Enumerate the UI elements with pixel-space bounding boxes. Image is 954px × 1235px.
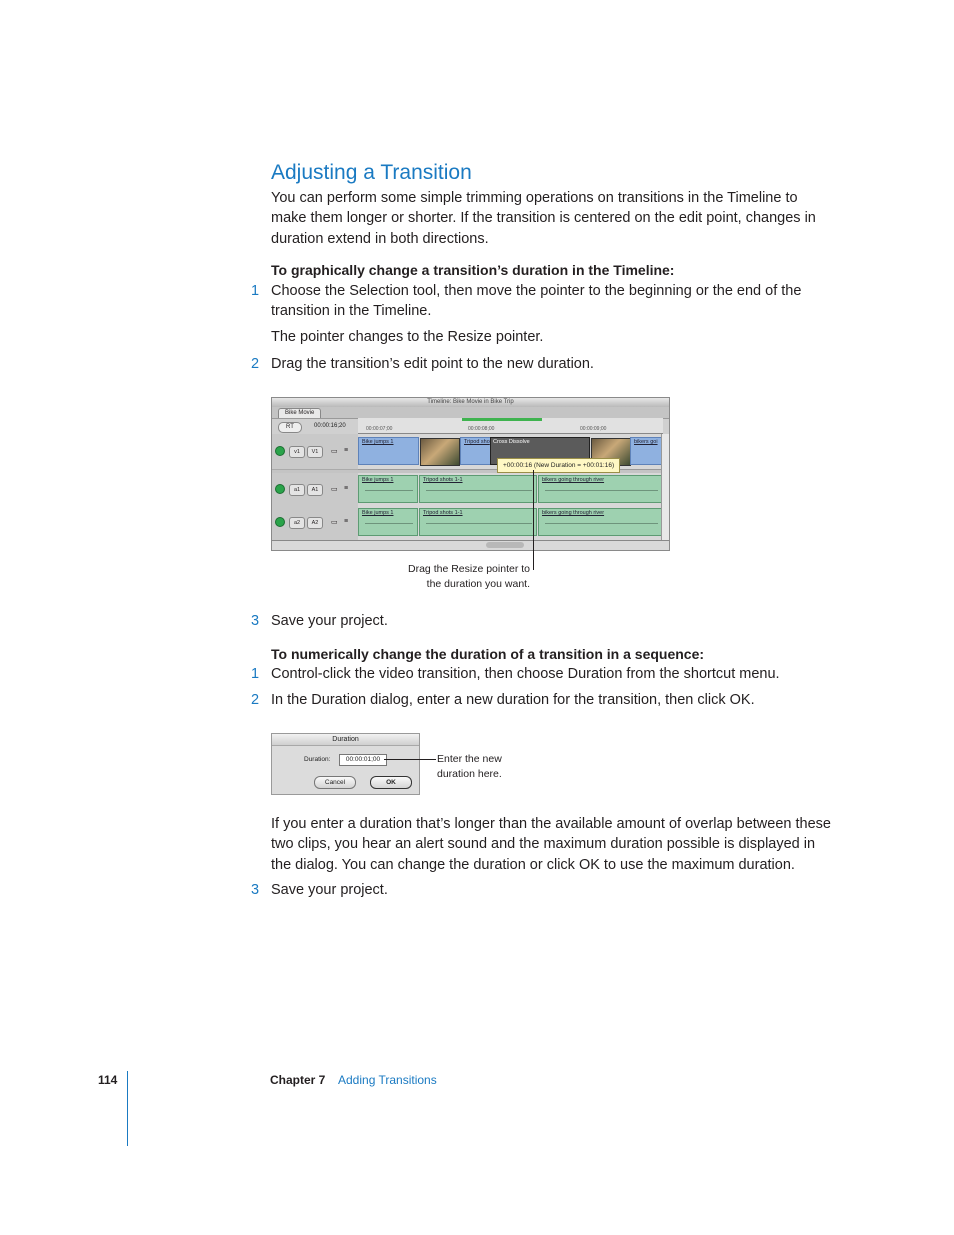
lock-icon[interactable]: ▭ <box>331 486 338 493</box>
clip-thumbnail <box>420 438 460 466</box>
rt-menu[interactable]: RT <box>278 422 302 433</box>
ruler-tick: 00:00:09;00 <box>580 426 607 432</box>
source-control-a1[interactable]: a1 <box>289 484 305 496</box>
step-number: 2 <box>251 692 260 708</box>
lock-icon[interactable]: ▭ <box>331 519 338 526</box>
track-patch-a1 <box>272 473 358 507</box>
chapter-label: Chapter 7 <box>270 1073 326 1087</box>
timeline-caption-line1: Drag the Resize pointer to <box>408 563 530 575</box>
video-clip[interactable] <box>630 437 663 465</box>
dialog-title: Duration <box>272 734 419 746</box>
track-audio-icon[interactable] <box>275 517 285 527</box>
clip-name: Bike jumps 1 <box>362 510 394 516</box>
step-text-continued: transition in the Timeline. <box>271 303 432 319</box>
render-bar <box>462 418 542 421</box>
dest-control-a2[interactable]: A2 <box>307 517 323 529</box>
step-text: In the Duration dialog, enter a new duration for the transition, then click OK. <box>271 692 755 708</box>
ruler-tick: 00:00:08;00 <box>468 426 495 432</box>
clip-name: bikers going through river <box>542 510 605 516</box>
ruler-tick: 00:00:07;00 <box>366 426 393 432</box>
track-patch-a2 <box>272 506 358 541</box>
timecode-field[interactable]: 00:00:16;20 <box>314 423 346 429</box>
step-number: 3 <box>251 613 260 629</box>
audio-clip[interactable] <box>538 475 663 503</box>
source-control-a2[interactable]: a2 <box>289 517 305 529</box>
timeline-window <box>271 397 670 551</box>
track-patch-v1 <box>272 434 358 470</box>
auto-select-icon[interactable]: ≡ <box>344 485 349 492</box>
track-audio-icon[interactable] <box>275 484 285 494</box>
track-a2[interactable] <box>358 506 663 541</box>
clip-name: Bike jumps 1 <box>362 477 394 483</box>
vertical-scrollbar[interactable] <box>661 434 669 541</box>
step-text: Choose the Selection tool, then move the pointer to the beginning or the end of the <box>271 283 802 299</box>
dest-control-v1[interactable]: V1 <box>307 446 323 458</box>
audio-clip[interactable] <box>419 475 537 503</box>
auto-select-icon[interactable]: ≡ <box>344 518 349 525</box>
note-paragraph: If you enter a duration that’s longer than the available amount of overlap between these two clips, you hear an alert sound and the maximum duration possible is displayed in the dialog. You can change the duration or click OK to use the maximum duration. <box>271 816 831 873</box>
cancel-button[interactable]: Cancel <box>314 776 356 789</box>
procedure-heading-graphical: To graphically change a transition’s duration in the Timeline: <box>271 262 675 278</box>
procedure-heading-numerical: To numerically change the duration of a transition in a sequence: <box>271 646 705 662</box>
timeline-title: Timeline: Bike Movie in Bike Trip <box>427 399 514 405</box>
clip-name: Bike jumps 1 <box>362 439 394 445</box>
duration-tooltip: +00:00:16 (New Duration = +00:01:16) <box>497 458 620 473</box>
audio-clip[interactable] <box>358 508 418 536</box>
callout-line <box>533 470 534 570</box>
page-number: 114 <box>98 1073 118 1087</box>
footer-rule <box>127 1071 128 1146</box>
step-result: The pointer changes to the Resize pointer. <box>271 329 544 345</box>
duration-label: Duration: <box>304 756 331 763</box>
clip-name: Tripod shots 1-1 <box>423 510 463 516</box>
duration-input[interactable]: 00:00:01;00 <box>339 754 387 766</box>
ok-button[interactable]: OK <box>370 776 412 789</box>
horizontal-scrollbar[interactable] <box>272 540 669 550</box>
duration-dialog <box>271 733 420 795</box>
step-text: Save your project. <box>271 613 388 629</box>
video-clip[interactable] <box>358 437 419 465</box>
zoom-slider[interactable] <box>486 542 524 548</box>
track-visibility-icon[interactable] <box>275 446 285 456</box>
lock-icon[interactable]: ▭ <box>331 448 338 455</box>
dialog-caption-line2: duration here. <box>437 768 502 780</box>
step-number: 2 <box>251 356 260 372</box>
timeline-caption-line2: the duration you want. <box>426 578 530 590</box>
step-number: 1 <box>251 283 260 299</box>
clip-name: bikers goi <box>634 439 658 445</box>
sequence-tab[interactable]: Bike Movie <box>278 408 321 418</box>
step-number: 3 <box>251 882 260 898</box>
clip-name: Tripod shots 1-1 <box>423 477 463 483</box>
step-text: Control-click the video transition, then choose Duration from the shortcut menu. <box>271 666 780 682</box>
dialog-caption-line1: Enter the new <box>437 753 502 765</box>
intro-paragraph: You can perform some simple trimming operations on transitions in the Timeline to make them longer or shorter. If the transition is centered on the edit point, changes in duration extend in both directions. <box>271 190 816 247</box>
transition-name: Cross Dissolve <box>493 439 530 445</box>
clip-name: Tripod sho <box>464 439 490 445</box>
time-ruler[interactable] <box>358 418 663 434</box>
chapter-title: Adding Transitions <box>338 1073 437 1087</box>
step-number: 1 <box>251 666 260 682</box>
callout-line <box>384 759 436 760</box>
audio-clip[interactable] <box>419 508 537 536</box>
auto-select-icon[interactable]: ≡ <box>344 447 349 454</box>
clip-name: bikers going through river <box>542 477 605 483</box>
audio-clip[interactable] <box>358 475 418 503</box>
step-text: Drag the transition’s edit point to the new duration. <box>271 356 594 372</box>
track-a1[interactable] <box>358 473 663 507</box>
dest-control-a1[interactable]: A1 <box>307 484 323 496</box>
source-control-v1[interactable]: v1 <box>289 446 305 458</box>
step-text: Save your project. <box>271 882 388 898</box>
section-title: Adjusting a Transition <box>271 161 472 184</box>
audio-clip[interactable] <box>538 508 663 536</box>
